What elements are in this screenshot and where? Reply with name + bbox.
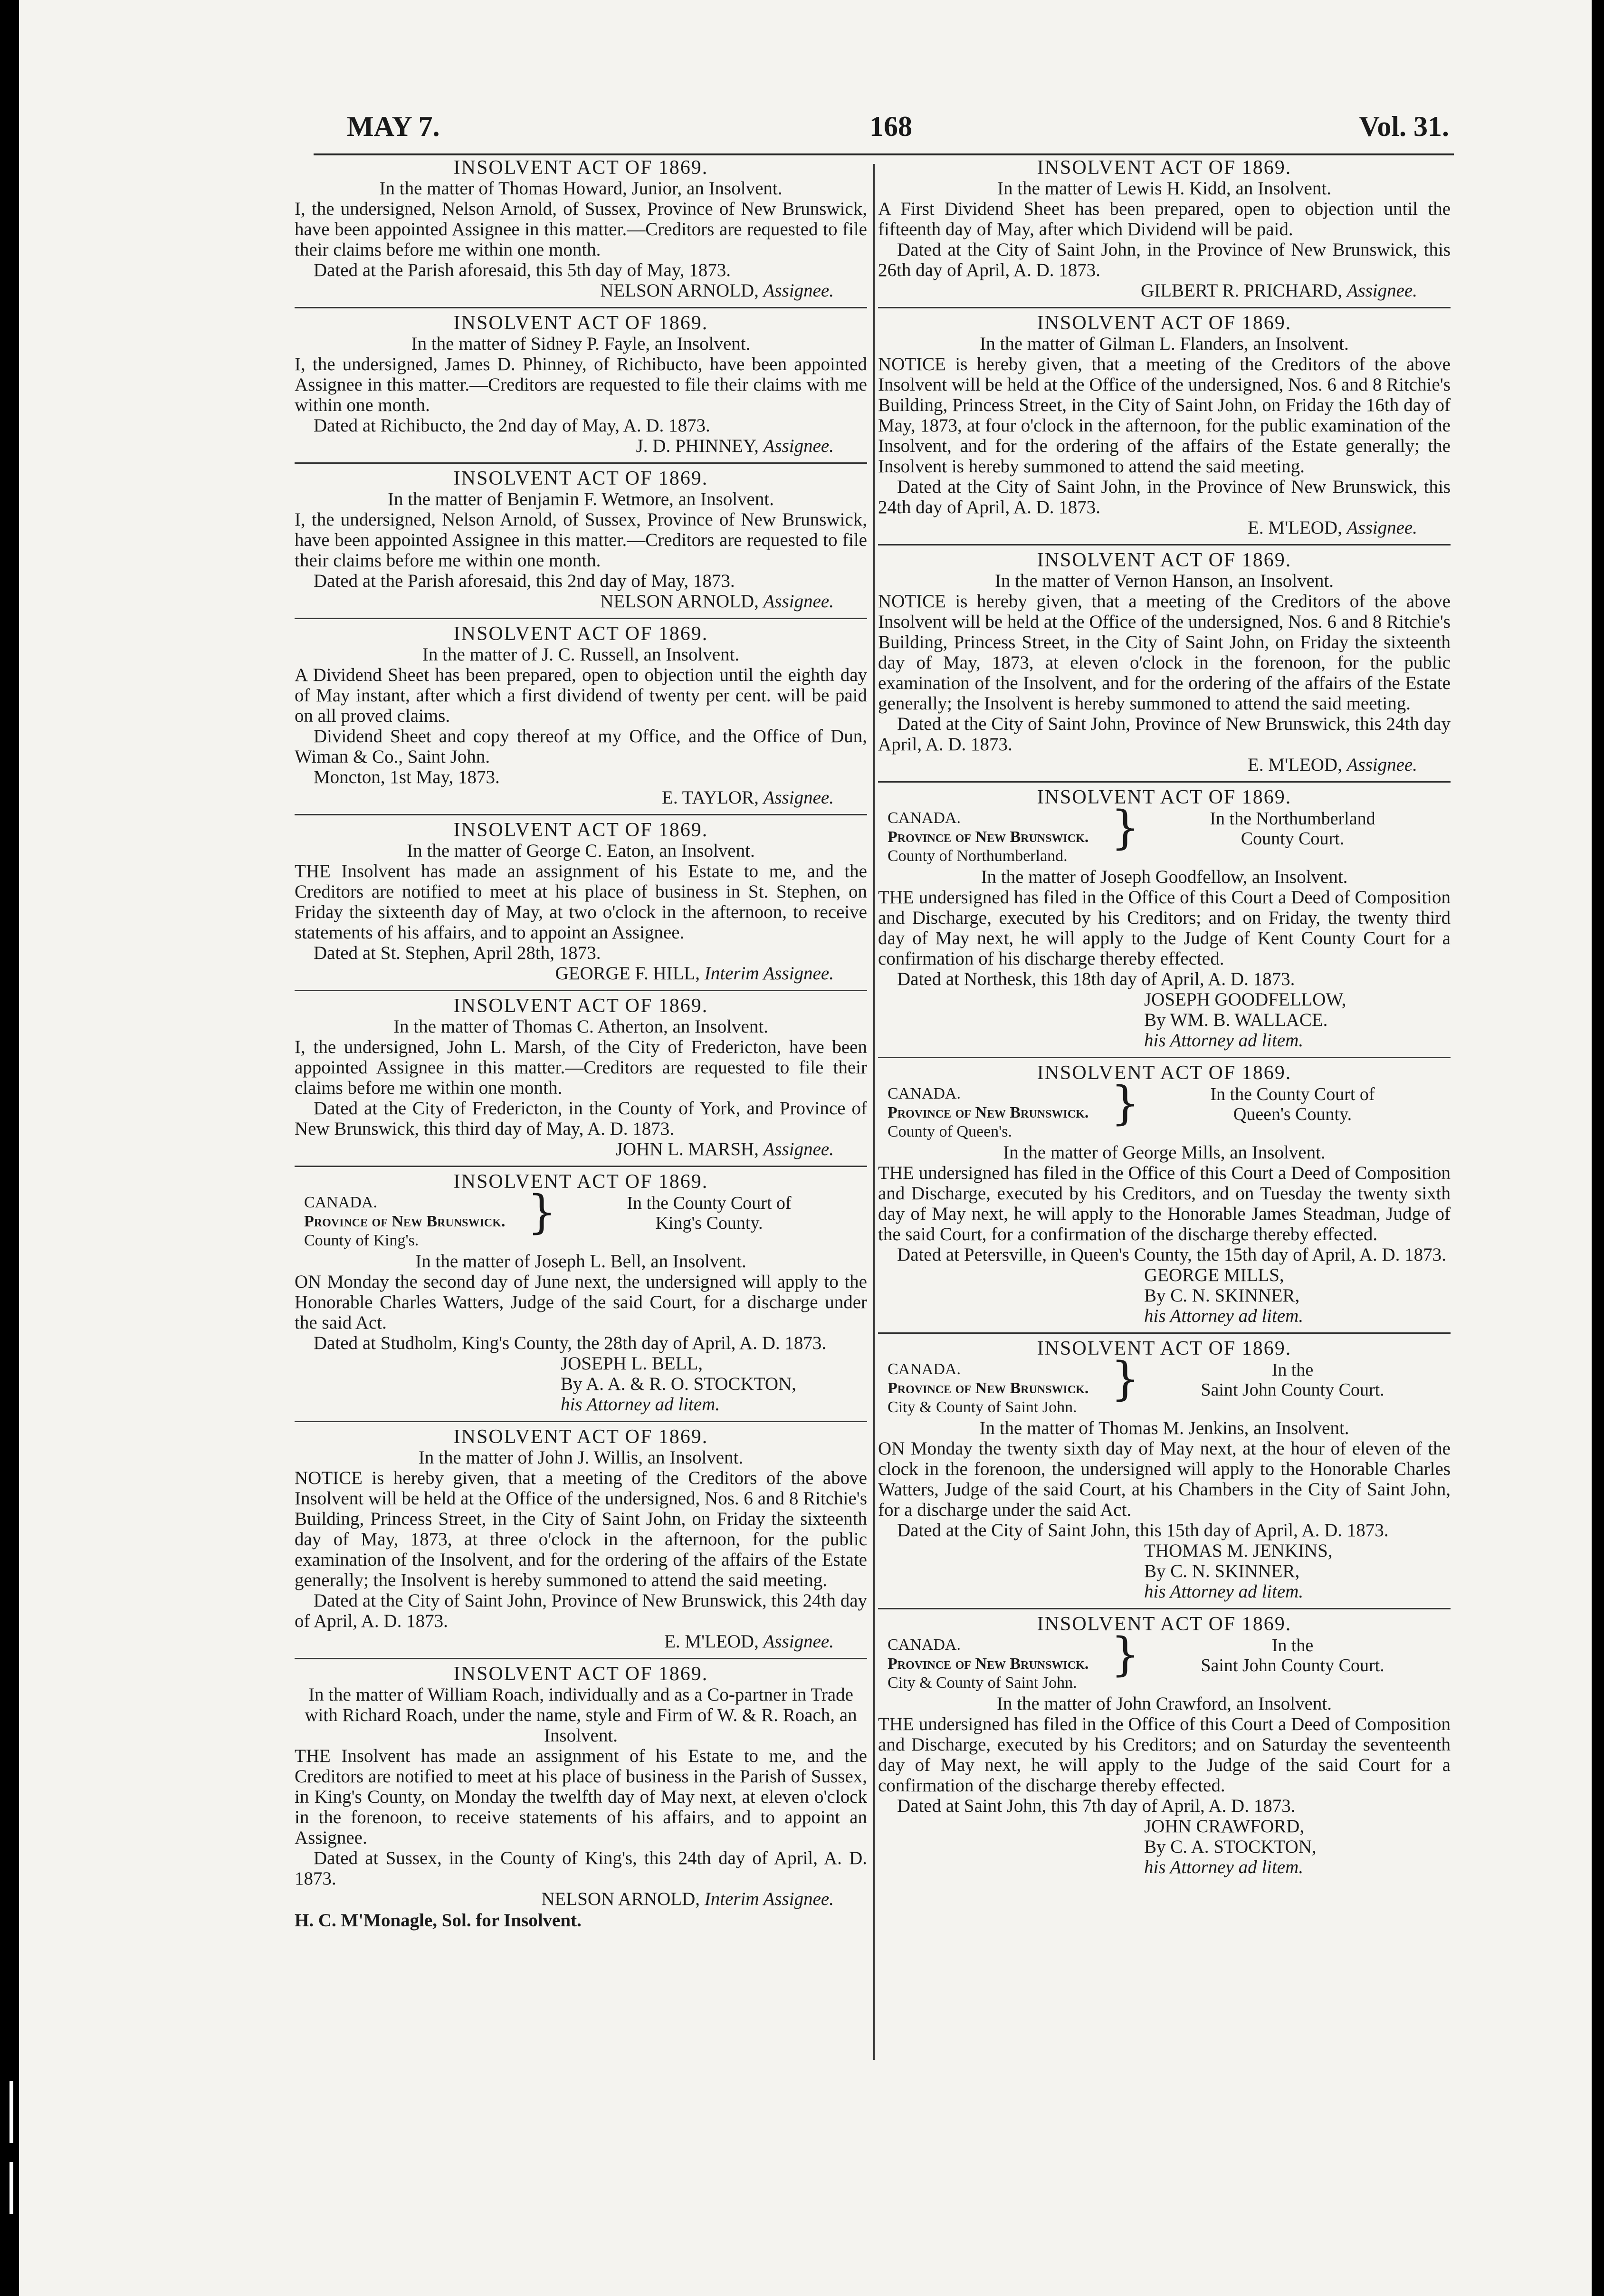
notice-body: THE undersigned has filed in the Office of this Court a Deed of Composition and Discharge, executed by his Creditors; and on Friday, the twenty third day of May next, he will apply to the Judge of Kent County Court for a confirmation of his discharge thereby effected.	[878, 887, 1451, 969]
attorney-name: By C. N. SKINNER,	[1144, 1561, 1300, 1581]
notice-dated: Dated at Richibucto, the 2nd day of May, A. D. 1873.	[314, 415, 710, 436]
notice-divider	[878, 781, 1451, 783]
scan-edge-mark	[10, 2081, 13, 2143]
notice-dated: Dated at St. Stephen, April 28th, 1873.	[314, 943, 601, 963]
signer-role: Assignee.	[763, 1631, 834, 1652]
notice-body: THE Insolvent has made an assignment of his Estate to me, and the Creditors are notified to meet at his place of business in the Parish of Sussex, in King's County, on Monday the twelfth day of May next, at eleven o'clock in the forenoon, to receive statements of his affairs, and to appoint an Assignee.	[295, 1746, 867, 1848]
notice-divider	[878, 307, 1451, 308]
column-divider	[873, 164, 875, 2060]
court-province-block	[878, 1084, 1111, 1141]
notice-title: INSOLVENT ACT OF 1869.	[1037, 1613, 1292, 1635]
notice-dated: Dated at Sussex, in the County of King's, this 24th day of April, A. D. 1873.	[295, 1848, 867, 1889]
court-province-line: County of King's.	[304, 1232, 419, 1249]
notice-signature	[295, 1889, 867, 1909]
signer-role: Assignee.	[1346, 280, 1417, 301]
court-province-block	[295, 1193, 527, 1250]
notice-title: INSOLVENT ACT OF 1869.	[1037, 1338, 1292, 1359]
notice-title: INSOLVENT ACT OF 1869.	[453, 468, 708, 489]
court-province-line: CANADA.	[888, 1636, 961, 1654]
notice-title: INSOLVENT ACT OF 1869.	[1037, 312, 1292, 334]
left-column	[295, 157, 867, 1935]
court-province-line: CANADA.	[888, 809, 961, 827]
scan-edge-mark	[10, 2162, 13, 2214]
brace-symbol: }	[527, 1186, 557, 1239]
notice-title: INSOLVENT ACT OF 1869.	[453, 1426, 708, 1448]
notice-matter: In the matter of Thomas M. Jenkins, an Insolvent.	[979, 1418, 1349, 1438]
notice-title: INSOLVENT ACT OF 1869.	[1037, 157, 1292, 179]
court-name-block	[1135, 1636, 1451, 1693]
notice-body: A Dividend Sheet has been prepared, open to objection until the eighth day of May instant, after which a first dividend of twenty per cent. will be paid on all proved claims.	[295, 665, 867, 726]
legal-notice	[295, 462, 867, 616]
court-province-line: Province of New Brunswick.	[888, 1655, 1089, 1673]
notice-dated: Dated at the Parish aforesaid, this 2nd day of May, 1873.	[314, 571, 735, 591]
legal-notice	[295, 618, 867, 812]
signer-name: E. M'LEOD,	[1248, 755, 1342, 775]
notice-title: INSOLVENT ACT OF 1869.	[453, 623, 708, 645]
court-name-block	[551, 1193, 867, 1250]
court-province-line: CANADA.	[304, 1194, 377, 1211]
signer-name: JOHN L. MARSH,	[615, 1139, 759, 1159]
notice-divider	[295, 618, 867, 619]
court-jurisdiction	[878, 1352, 1451, 1417]
notice-body: A First Dividend Sheet has been prepared, open to objection until the fifteenth day of May, after which Dividend will be paid.	[878, 199, 1451, 239]
brace-symbol: }	[1111, 1077, 1140, 1130]
notice-signature	[878, 755, 1451, 775]
legal-notice	[878, 1608, 1451, 1882]
notice-matter: In the matter of George C. Eaton, an Insolvent.	[407, 841, 755, 861]
signer-role: Assignee.	[763, 436, 834, 456]
notice-signature	[295, 591, 867, 612]
notice-divider	[878, 1057, 1451, 1058]
notice-matter: In the matter of Vernon Hanson, an Insolvent.	[994, 571, 1334, 591]
notice-dated: Dated at the City of Saint John, Province of New Brunswick, this 24th day of April, A. D. 1873.	[295, 1590, 867, 1631]
court-name-line: King's County.	[655, 1213, 763, 1233]
court-name-line: In the Northumberland	[1210, 809, 1375, 829]
attorney-signature	[295, 1353, 867, 1415]
notice-divider	[878, 1332, 1451, 1334]
signer-role: Assignee.	[763, 591, 834, 612]
notice-divider	[295, 307, 867, 308]
notice-matter: In the matter of J. C. Russell, an Insolvent.	[422, 644, 740, 665]
court-province-block	[878, 1636, 1111, 1693]
right-column	[878, 157, 1451, 1882]
notice-divider	[295, 814, 867, 815]
legal-notice	[878, 781, 1451, 1055]
legal-notice	[295, 990, 867, 1164]
brace-symbol: }	[1111, 1628, 1140, 1681]
court-province-line: County of Queen's.	[888, 1123, 1012, 1140]
attorney-name: By A. A. & R. O. STOCKTON,	[561, 1374, 796, 1394]
notice-signature	[295, 1139, 867, 1159]
court-jurisdiction	[878, 1628, 1451, 1693]
court-province-line: Province of New Brunswick.	[888, 828, 1089, 846]
court-name-line: Queen's County.	[1233, 1104, 1352, 1124]
court-name-block	[1135, 1360, 1451, 1417]
notice-title: INSOLVENT ACT OF 1869.	[453, 1663, 708, 1685]
court-name-block	[1135, 1084, 1451, 1141]
notice-body: I, the undersigned, John L. Marsh, of the City of Fredericton, have been appointed Assignee in this matter.—Creditors are requested to file their claims before me within one month.	[295, 1037, 867, 1098]
court-province-line: Province of New Brunswick.	[304, 1213, 506, 1230]
notice-divider	[295, 1166, 867, 1167]
notice-title: INSOLVENT ACT OF 1869.	[453, 995, 708, 1017]
court-province-block	[878, 1360, 1111, 1417]
signer-name: NELSON ARNOLD,	[541, 1889, 700, 1909]
attorney-signature	[878, 989, 1451, 1051]
signer-name: JOHN CRAWFORD,	[1144, 1816, 1305, 1837]
court-name-block	[1135, 809, 1451, 866]
court-name-line: County Court.	[1241, 829, 1345, 849]
signer-name: NELSON ARNOLD,	[600, 591, 759, 612]
notice-dated: Dated at the City of Saint John, in the Province of New Brunswick, this 24th day of April, A. D. 1873.	[878, 477, 1451, 517]
notice-signature	[878, 517, 1451, 538]
notice-matter: In the matter of Thomas Howard, Junior, an Insolvent.	[379, 178, 783, 199]
notice-divider	[295, 1658, 867, 1659]
notice-matter: In the matter of Sidney P. Fayle, an Insolvent.	[411, 334, 751, 354]
court-name-line: In the	[1271, 1360, 1314, 1380]
solicitor-line: H. C. M'Monagle, Sol. for Insolvent.	[295, 1910, 582, 1931]
signer-name: NELSON ARNOLD,	[600, 280, 759, 301]
signer-name: JOSEPH L. BELL,	[561, 1353, 703, 1374]
notice-body: THE undersigned has filed in the Office of this Court a Deed of Composition and Discharge, executed by his Creditors; and on Saturday the seventeenth day of May next, he will apply to the Judge of the said Court for a confirmation of the discharge thereby effected.	[878, 1714, 1451, 1796]
attorney-name: By C. A. STOCKTON,	[1144, 1837, 1317, 1857]
legal-notice	[295, 307, 867, 460]
court-province-block	[878, 809, 1111, 866]
notice-title: INSOLVENT ACT OF 1869.	[1037, 786, 1292, 808]
court-name-line: In the	[1271, 1636, 1314, 1655]
court-jurisdiction	[878, 801, 1451, 866]
notice-body: ON Monday the second day of June next, the undersigned will apply to the Honorable Charles Watters, Judge of the said Court, for a discharge under the said Act.	[295, 1272, 867, 1333]
notice-signature	[295, 436, 867, 456]
notice-divider	[878, 544, 1451, 545]
notice-title: INSOLVENT ACT OF 1869.	[453, 819, 708, 841]
signer-name: THOMAS M. JENKINS,	[1144, 1540, 1333, 1561]
signer-role: Interim Assignee.	[704, 963, 834, 984]
notice-body: ON Monday the twenty sixth day of May next, at the hour of eleven of the clock in the forenoon, the undersigned will apply to the Honorable Charles Watters, Judge of the said Court, at his Chambers in the City of Saint John, for a discharge under the said Act.	[878, 1438, 1451, 1520]
notice-matter: In the matter of Joseph L. Bell, an Insolvent.	[415, 1251, 746, 1272]
signer-role: Interim Assignee.	[704, 1889, 834, 1909]
notice-dated: Dated at Saint John, this 7th day of April, A. D. 1873.	[897, 1796, 1296, 1816]
legal-notice	[878, 1332, 1451, 1606]
court-province-line: Province of New Brunswick.	[888, 1104, 1089, 1121]
attorney-name: By WM. B. WALLACE.	[1144, 1010, 1328, 1030]
notice-signature	[295, 787, 867, 808]
notice-body: NOTICE is hereby given, that a meeting of the Creditors of the above Insolvent will be held at the Office of the undersigned, Nos. 6 and 8 Ritchie's Building, Princess Street, in the City of Saint John, on Friday the sixteenth day of May, 1873, at eleven o'clock in the forenoon, for the public examination of the Insolvent, and for the ordering of the affairs of the Estate generally; the Insolvent is hereby summoned to attend the said meeting.	[878, 591, 1451, 714]
brace-symbol: }	[1111, 801, 1140, 854]
notice-body: THE undersigned has filed in the Office of this Court a Deed of Composition and Discharge, executed by his Creditors, and on Tuesday the twenty sixth day of May next, he will apply to the Honorable James Steadman, Judge of the said Court, for a confirmation of the discharge thereby effected.	[878, 1163, 1451, 1244]
notice-body: Dividend Sheet and copy thereof at my Office, and the Office of Dun, Wiman & Co., Saint John.	[295, 726, 867, 767]
notice-dated: Dated at the City of Saint John, this 15th day of April, A. D. 1873.	[897, 1520, 1389, 1540]
notice-title: INSOLVENT ACT OF 1869.	[1037, 549, 1292, 571]
notice-signature	[878, 280, 1451, 301]
notice-dated: Dated at the Parish aforesaid, this 5th day of May, 1873.	[314, 260, 731, 280]
attorney-signature	[878, 1540, 1451, 1602]
notice-signature	[295, 280, 867, 301]
notice-dated: Dated at the City of Saint John, in the Province of New Brunswick, this 26th day of April, A. D. 1873.	[878, 239, 1451, 280]
notice-matter: In the matter of Benjamin F. Wetmore, an Insolvent.	[388, 489, 774, 509]
signer-role: Assignee.	[763, 1139, 834, 1159]
legal-notice	[878, 307, 1451, 542]
signer-name: E. TAYLOR,	[662, 787, 759, 808]
legal-notice	[878, 158, 1451, 305]
page-header	[347, 110, 1449, 153]
legal-notice	[295, 814, 867, 988]
court-name-line: Saint John County Court.	[1201, 1380, 1384, 1400]
attorney-role: his Attorney ad litem.	[1144, 1857, 1304, 1877]
signer-name: GEORGE MILLS,	[1144, 1265, 1284, 1285]
notice-title: INSOLVENT ACT OF 1869.	[453, 157, 708, 179]
notice-matter: In the matter of William Roach, individually and as a Co-partner in Trade with Richard Roach, under the name, style and Firm of W. & R. Roach, an Insolvent.	[305, 1684, 857, 1746]
notice-body: I, the undersigned, Nelson Arnold, of Sussex, Province of New Brunswick, have been appointed Assignee in this matter.—Creditors are requested to file their claims before me within one month.	[295, 509, 867, 571]
notice-dated: Dated at the City of Fredericton, in the County of York, and Province of New Brunswick, this third day of May, A. D. 1873.	[295, 1098, 867, 1139]
court-name-line: In the County Court of	[1210, 1084, 1375, 1104]
court-jurisdiction	[295, 1186, 867, 1250]
attorney-role: his Attorney ad litem.	[1144, 1581, 1304, 1602]
signer-role: Assignee.	[763, 787, 834, 808]
brace-symbol: }	[1111, 1352, 1140, 1406]
legal-notice	[295, 158, 867, 305]
attorney-role: his Attorney ad litem.	[1144, 1306, 1304, 1326]
notice-divider	[295, 462, 867, 464]
newspaper-page	[19, 0, 1592, 2296]
notice-matter: In the matter of Gilman L. Flanders, an Insolvent.	[980, 334, 1349, 354]
legal-notice	[295, 1421, 867, 1656]
court-province-line: CANADA.	[888, 1360, 961, 1378]
signer-name: J. D. PHINNEY,	[636, 436, 759, 456]
signer-role: Assignee.	[763, 280, 834, 301]
legal-notice	[295, 1658, 867, 1935]
notice-dated: Dated at the City of Saint John, Province of New Brunswick, this 24th day April, A. D. 1873.	[878, 714, 1451, 755]
notice-matter: In the matter of Thomas C. Atherton, an Insolvent.	[393, 1016, 768, 1037]
notice-divider	[295, 990, 867, 991]
notice-dated: Dated at Petersville, in Queen's County, the 15th day of April, A. D. 1873.	[897, 1244, 1446, 1265]
legal-notice	[878, 544, 1451, 779]
notice-matter: In the matter of George Mills, an Insolvent.	[1003, 1142, 1326, 1163]
legal-notice	[878, 1057, 1451, 1330]
signer-name: E. M'LEOD,	[1248, 517, 1342, 538]
notice-body: THE Insolvent has made an assignment of his Estate to me, and the Creditors are notified to meet at his place of business in St. Stephen, on Friday the sixteenth day of May, at two o'clock in the afternoon, to receive statements of his affairs, and to appoint an Assignee.	[295, 861, 867, 943]
header-rule	[314, 153, 1454, 155]
signer-name: E. M'LEOD,	[664, 1631, 759, 1652]
notice-body: NOTICE is hereby given, that a meeting of the Creditors of the above Insolvent will be held at the Office of the undersigned, Nos. 6 and 8 Ritchie's Building, Princess Street, in the City of Saint John, on Friday the 16th day of May, 1873, at four o'clock in the afternoon, for the public examination of the Insolvent, and for the ordering of the affairs of the Estate generally; the Insolvent is hereby summoned to attend the said meeting.	[878, 354, 1451, 477]
notice-signature	[295, 1631, 867, 1652]
court-province-line: CANADA.	[888, 1085, 961, 1102]
notice-dated: Moncton, 1st May, 1873.	[314, 767, 500, 787]
notice-matter: In the matter of John Crawford, an Insolvent.	[996, 1693, 1332, 1714]
attorney-role: his Attorney ad litem.	[561, 1394, 720, 1415]
attorney-signature	[878, 1816, 1451, 1877]
notice-matter: In the matter of Lewis H. Kidd, an Insolvent.	[997, 178, 1331, 199]
signer-role: Assignee.	[1346, 755, 1417, 775]
header-date: MAY 7.	[347, 111, 440, 142]
notice-matter: In the matter of John J. Willis, an Insolvent.	[418, 1447, 744, 1468]
volume-number: Vol. 31.	[1359, 111, 1449, 142]
court-name-line: In the County Court of	[627, 1193, 792, 1213]
court-name-line: Saint John County Court.	[1201, 1655, 1384, 1675]
notice-title: INSOLVENT ACT OF 1869.	[1037, 1062, 1292, 1084]
page-number: 168	[869, 111, 912, 142]
court-province-line: Province of New Brunswick.	[888, 1379, 1089, 1397]
notice-title: INSOLVENT ACT OF 1869.	[453, 312, 708, 334]
signer-name: JOSEPH GOODFELLOW,	[1144, 989, 1346, 1010]
signer-name: GEORGE F. HILL,	[555, 963, 700, 984]
legal-notice	[295, 1166, 867, 1419]
attorney-signature	[878, 1265, 1451, 1326]
notice-body: NOTICE is hereby given, that a meeting of the Creditors of the above Insolvent will be held at the Office of the undersigned, Nos. 6 and 8 Ritchie's Building, Princess Street, in the City of Saint John, on Friday the sixteenth day of May, 1873, at three o'clock in the afternoon, for the public examination of the Insolvent, and for the ordering of the affairs of the Estate generally; the Insolvent is hereby summoned to attend the said meeting.	[295, 1468, 867, 1590]
notice-divider	[878, 1608, 1451, 1609]
court-province-line: City & County of Saint John.	[888, 1398, 1077, 1416]
signer-role: Assignee.	[1346, 517, 1417, 538]
signer-name: GILBERT R. PRICHARD,	[1141, 280, 1342, 301]
notice-dated: Dated at Studholm, King's County, the 28th day of April, A. D. 1873.	[314, 1333, 827, 1353]
notice-matter: In the matter of Joseph Goodfellow, an Insolvent.	[981, 867, 1348, 887]
notice-divider	[295, 1421, 867, 1422]
notice-body: I, the undersigned, Nelson Arnold, of Sussex, Province of New Brunswick, have been appointed Assignee in this matter.—Creditors are requested to file their claims before me within one month.	[295, 199, 867, 260]
notice-dated: Dated at Northesk, this 18th day of April, A. D. 1873.	[897, 969, 1295, 989]
attorney-role: his Attorney ad litem.	[1144, 1030, 1304, 1051]
notice-body: I, the undersigned, James D. Phinney, of Richibucto, have been appointed Assignee in this matter.—Creditors are requested to file their claims with me within one month.	[295, 354, 867, 415]
court-jurisdiction	[878, 1077, 1451, 1141]
notice-signature	[295, 963, 867, 984]
attorney-name: By C. N. SKINNER,	[1144, 1285, 1300, 1306]
court-province-line: City & County of Saint John.	[888, 1674, 1077, 1692]
court-province-line: County of Northumberland.	[888, 847, 1068, 865]
notice-title: INSOLVENT ACT OF 1869.	[453, 1171, 708, 1193]
